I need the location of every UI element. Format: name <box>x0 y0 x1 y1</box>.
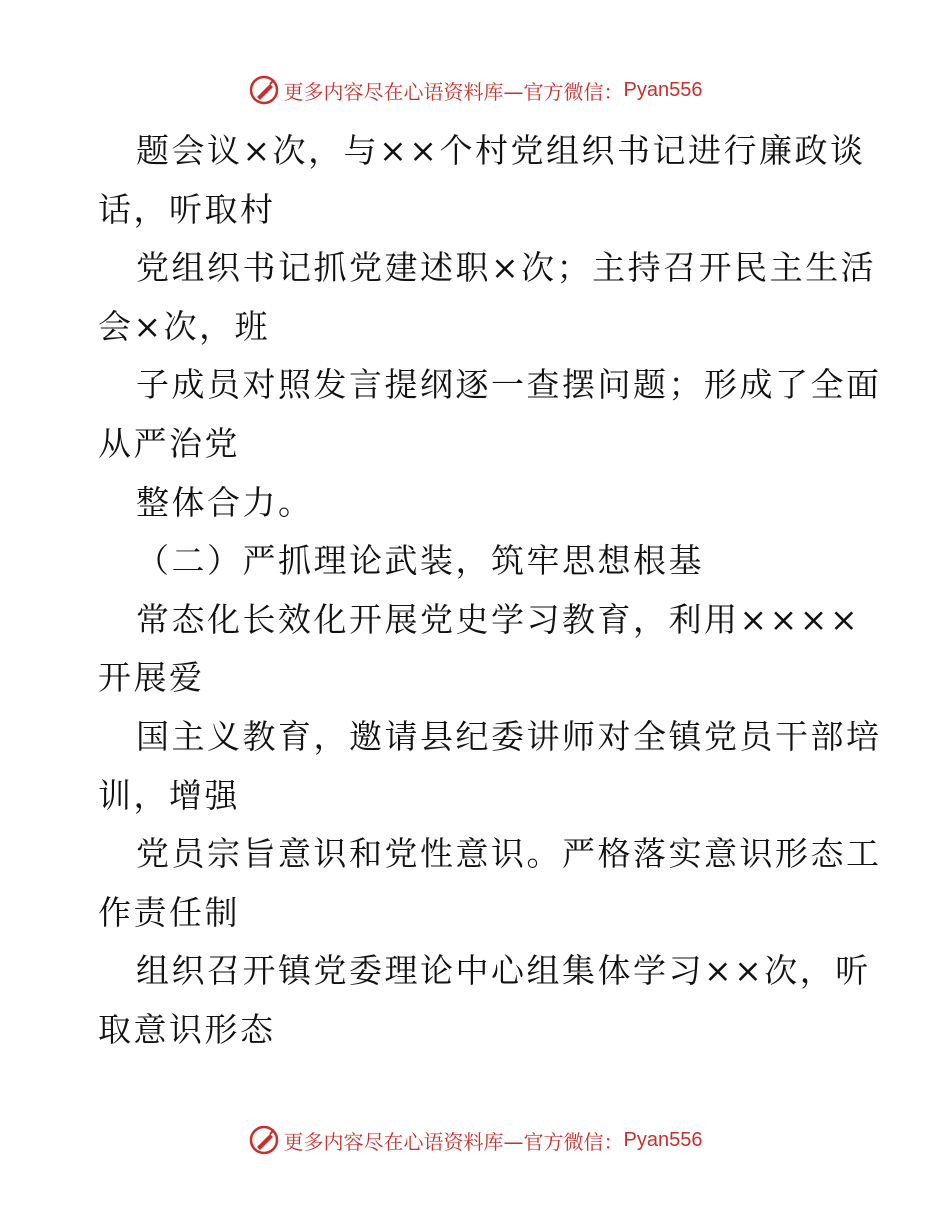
text-line: 作责任制 <box>98 892 240 932</box>
text-line: 训，增强 <box>98 775 240 815</box>
text-line: 常态化长效化开展党史学习教育，利用×××× <box>136 599 861 639</box>
footer-watermark <box>0 1120 950 1160</box>
text-line: 党组织书记抓党建述职×次；主持召开民主生活 <box>136 248 877 288</box>
watermark-account: Pyan556 <box>623 78 703 101</box>
text-line: 会×次，班 <box>98 306 271 346</box>
text-line: 题会议×次，与××个村党组织书记进行廉政谈 <box>136 131 866 170</box>
text-line: 组织召开镇党委理论中心组集体学习××次，听 <box>136 951 871 991</box>
text-line: 话，听取村 <box>98 189 276 229</box>
watermark-text: 更多内容尽在心语资料库—官方微信： <box>283 1129 624 1154</box>
text-line: 国主义教育，邀请县纪委讲师对全镇党员干部培 <box>136 716 882 756</box>
watermark-text: 更多内容尽在心语资料库—官方微信： <box>283 79 624 104</box>
text-line: 取意识形态 <box>98 1009 276 1049</box>
text-line: 开展爱 <box>98 658 205 698</box>
text-line: 整体合力。 <box>136 482 314 522</box>
watermark-account: Pyan556 <box>623 1128 703 1151</box>
header-watermark <box>0 70 950 110</box>
text-line: 从严治党 <box>98 423 240 463</box>
pen-logo-icon <box>248 74 280 106</box>
document-body <box>98 122 882 1060</box>
text-line: 党员宗旨意识和党性意识。严格落实意识形态工 <box>136 834 882 874</box>
text-line: 子成员对照发言提纲逐一查摆问题；形成了全面 <box>136 365 882 405</box>
section-heading: （二）严抓理论武装，筑牢思想根基 <box>136 541 704 581</box>
pen-logo-icon <box>248 1124 280 1156</box>
